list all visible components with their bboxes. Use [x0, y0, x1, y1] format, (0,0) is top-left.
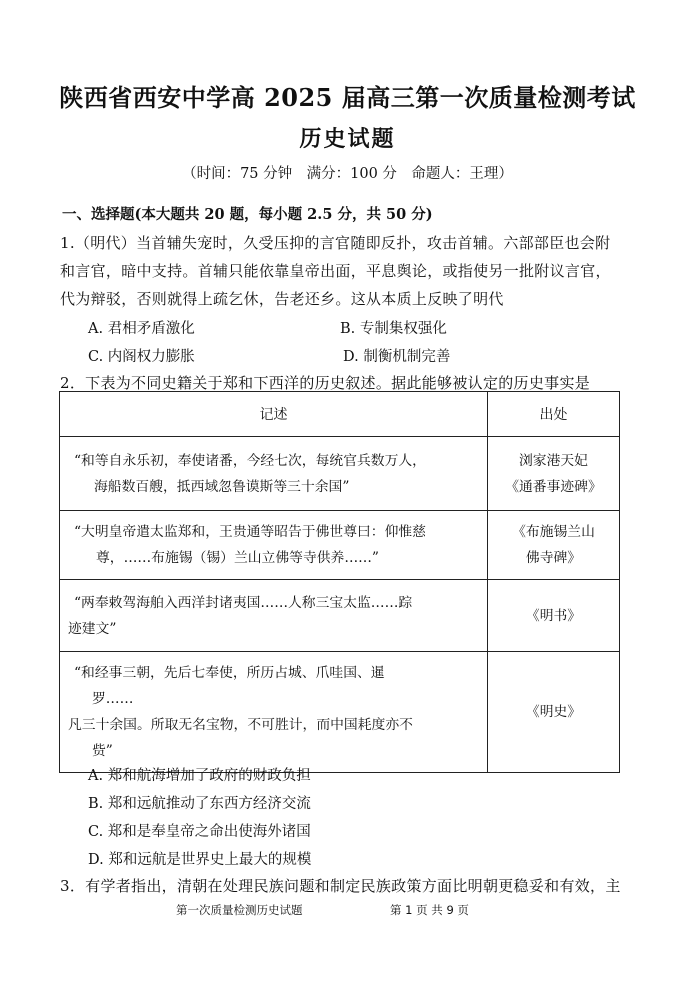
record-line: 凡三十余国。所取无名宝物，不可胜计，而中国耗度亦不	[68, 717, 413, 733]
table-row	[60, 580, 620, 652]
source-line: 《通番事迹碑》	[505, 478, 602, 495]
q2-option-c: C. 郑和是奉皇帝之命出使海外诸国	[88, 824, 311, 840]
table-row	[60, 652, 620, 773]
exam-meta: （时间：75 分钟 满分：100 分 命题人：王理）	[182, 166, 513, 182]
source-line: 佛寺碑》	[525, 550, 582, 566]
table-row	[60, 437, 620, 511]
q2-option-d: D. 郑和远航是世界史上最大的规模	[88, 852, 312, 868]
record-line: 罗……	[92, 691, 134, 707]
q1-line-1: 1.（明代）当首辅失宠时，久受压抑的言官随即反扑，攻击首辅。六部部臣也会附	[60, 234, 611, 252]
q1-option-c: C. 内阁权力膨胀	[88, 349, 195, 365]
q1-option-b: B. 专制集权强化	[340, 321, 447, 337]
q1-option-d: D. 制衡机制完善	[343, 349, 451, 365]
source-line: 《明史》	[525, 704, 582, 720]
q2-stem: 2．下表为不同史籍关于郑和下西洋的历史叙述。据此能够被认定的历史事实是	[60, 374, 591, 392]
source-cell	[488, 652, 620, 773]
record-line: “和经事三朝，先后七奉使，所历占城、爪哇国、暹	[74, 665, 385, 681]
table-row	[60, 511, 620, 580]
exam-title: 陕西省西安中学高 2025 届高三第一次质量检测考试	[59, 83, 636, 112]
source-cell	[488, 511, 620, 580]
history-table	[59, 391, 620, 773]
record-line: 迹建文”	[68, 620, 117, 637]
q1-line-2: 和言官，暗中支持。首辅只能依靠皇帝出面，平息舆论，或指使另一批附议言官，	[60, 262, 611, 280]
section-heading: 一、选择题(本大题共 20 题，每小题 2.5 分，共 50 分)	[62, 206, 433, 223]
record-cell	[60, 652, 488, 773]
source-cell	[488, 580, 620, 652]
record-line: “和等自永乐初，奉使诸番，今经七次，每统官兵数万人，	[74, 452, 426, 469]
source-line: 《布施锡兰山	[512, 524, 595, 540]
q3-line-1: 3．有学者指出，清朝在处理民族问题和制定民族政策方面比明朝更稳妥和有效，主	[60, 877, 621, 895]
record-line: 赀”	[92, 743, 113, 759]
table-header-row	[60, 392, 620, 437]
record-cell	[60, 580, 488, 652]
page-number: 第 1 页 共 9 页	[390, 903, 469, 917]
source-line: 浏家港天妃	[519, 452, 588, 469]
q2-option-a: A. 郑和航海增加了政府的财政负担	[88, 768, 311, 784]
header-source: 出处	[488, 392, 620, 437]
q2-option-b: B. 郑和远航推动了东西方经济交流	[88, 796, 311, 812]
footer-title: 第一次质量检测历史试题	[176, 903, 303, 917]
record-cell	[60, 437, 488, 511]
record-cell	[60, 511, 488, 580]
source-line: 《明书》	[525, 607, 582, 624]
record-line: “大明皇帝遣太监郑和，王贵通等昭告于佛世尊曰：仰惟慈	[74, 524, 426, 540]
record-line: 海船数百艘，抵西域忽鲁谟斯等三十余国”	[94, 478, 350, 495]
source-cell	[488, 437, 620, 511]
record-line: 尊，……布施锡（锡）兰山立佛等寺供养……”	[96, 550, 379, 566]
subject-title: 历史试题	[299, 126, 396, 152]
q1-option-a: A. 君相矛盾激化	[88, 321, 195, 337]
record-line: “两奉敕驾海舶入西洋封诸夷国……人称三宝太监……踪	[74, 594, 413, 611]
header-record: 记述	[60, 392, 488, 437]
q1-line-3: 代为辩驳，否则就得上疏乞休，告老还乡。这从本质上反映了明代	[60, 290, 504, 308]
